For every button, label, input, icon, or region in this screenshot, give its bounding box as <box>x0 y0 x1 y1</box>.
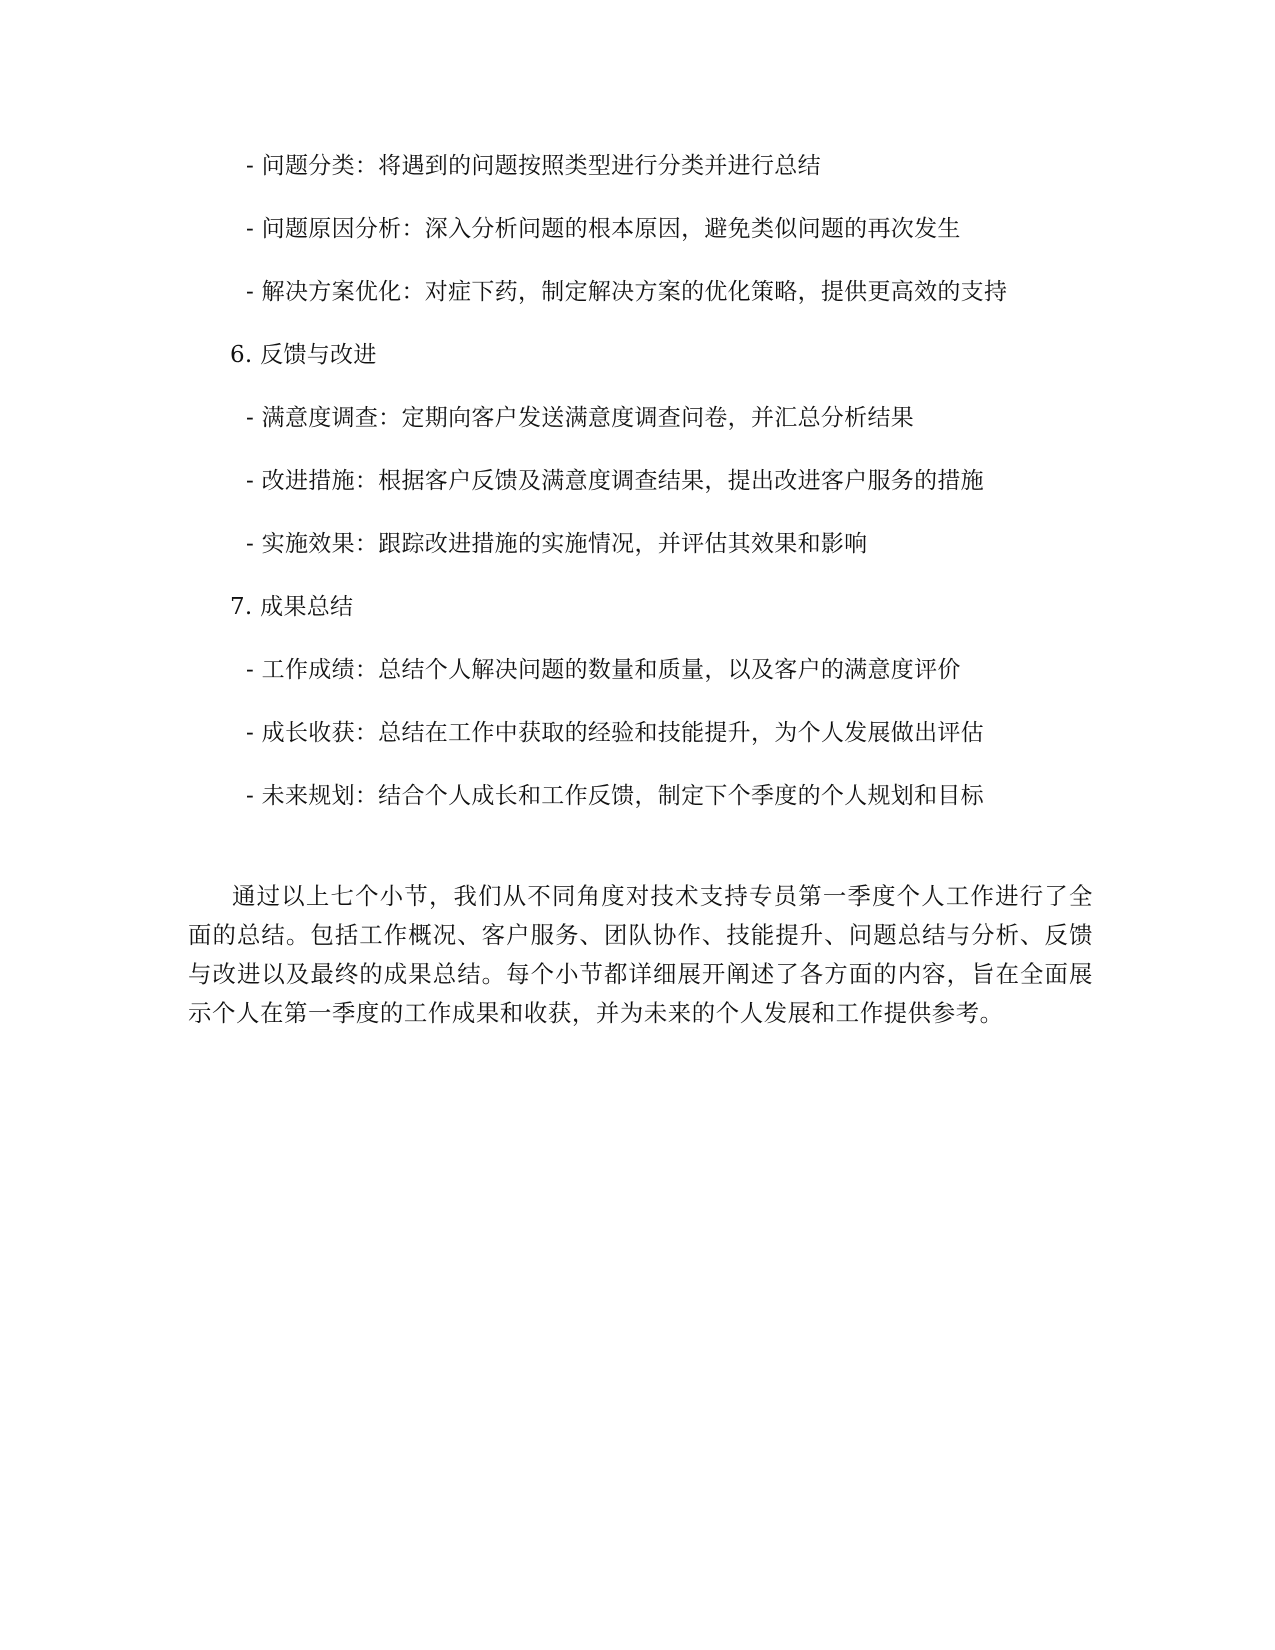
conclusion-paragraph: 通过以上七个小节，我们从不同角度对技术支持专员第一季度个人工作进行了全面的总结。包括工作概况、客户服务、团队协作、技能提升、问题总结与分析、反馈与改进以及最终的成果总结。每个小节都详细展开阐述了各方面的内容，旨在全面展示个人在第一季度的工作成果和收获，并为未来的个人发展和工作提供参考。 <box>188 882 1093 1027</box>
list-item-implementation-effect: - 实施效果：跟踪改进措施的实施情况，并评估其效果和影响 <box>246 531 868 557</box>
list-item-problem-classification: - 问题分类：将遇到的问题按照类型进行分类并进行总结 <box>246 153 821 179</box>
list-item-future-plans: - 未来规划：结合个人成长和工作反馈，制定下个季度的个人规划和目标 <box>246 783 984 809</box>
list-item-improvement-measures: - 改进措施：根据客户反馈及满意度调查结果，提出改进客户服务的措施 <box>246 468 984 494</box>
list-item-satisfaction-survey: - 满意度调查：定期向客户发送满意度调查问卷，并汇总分析结果 <box>246 405 915 431</box>
list-item-growth-gains: - 成长收获：总结在工作中获取的经验和技能提升，为个人发展做出评估 <box>246 720 984 746</box>
list-item-work-achievements: - 工作成绩：总结个人解决问题的数量和质量，以及客户的满意度评价 <box>246 657 961 683</box>
section-heading-feedback: 6. 反馈与改进 <box>230 342 377 368</box>
section-heading-results: 7. 成果总结 <box>230 594 354 620</box>
list-item-solution-optimization: - 解决方案优化：对症下药，制定解决方案的优化策略，提供更高效的支持 <box>246 279 1008 305</box>
list-item-root-cause-analysis: - 问题原因分析：深入分析问题的根本原因，避免类似问题的再次发生 <box>246 216 961 242</box>
